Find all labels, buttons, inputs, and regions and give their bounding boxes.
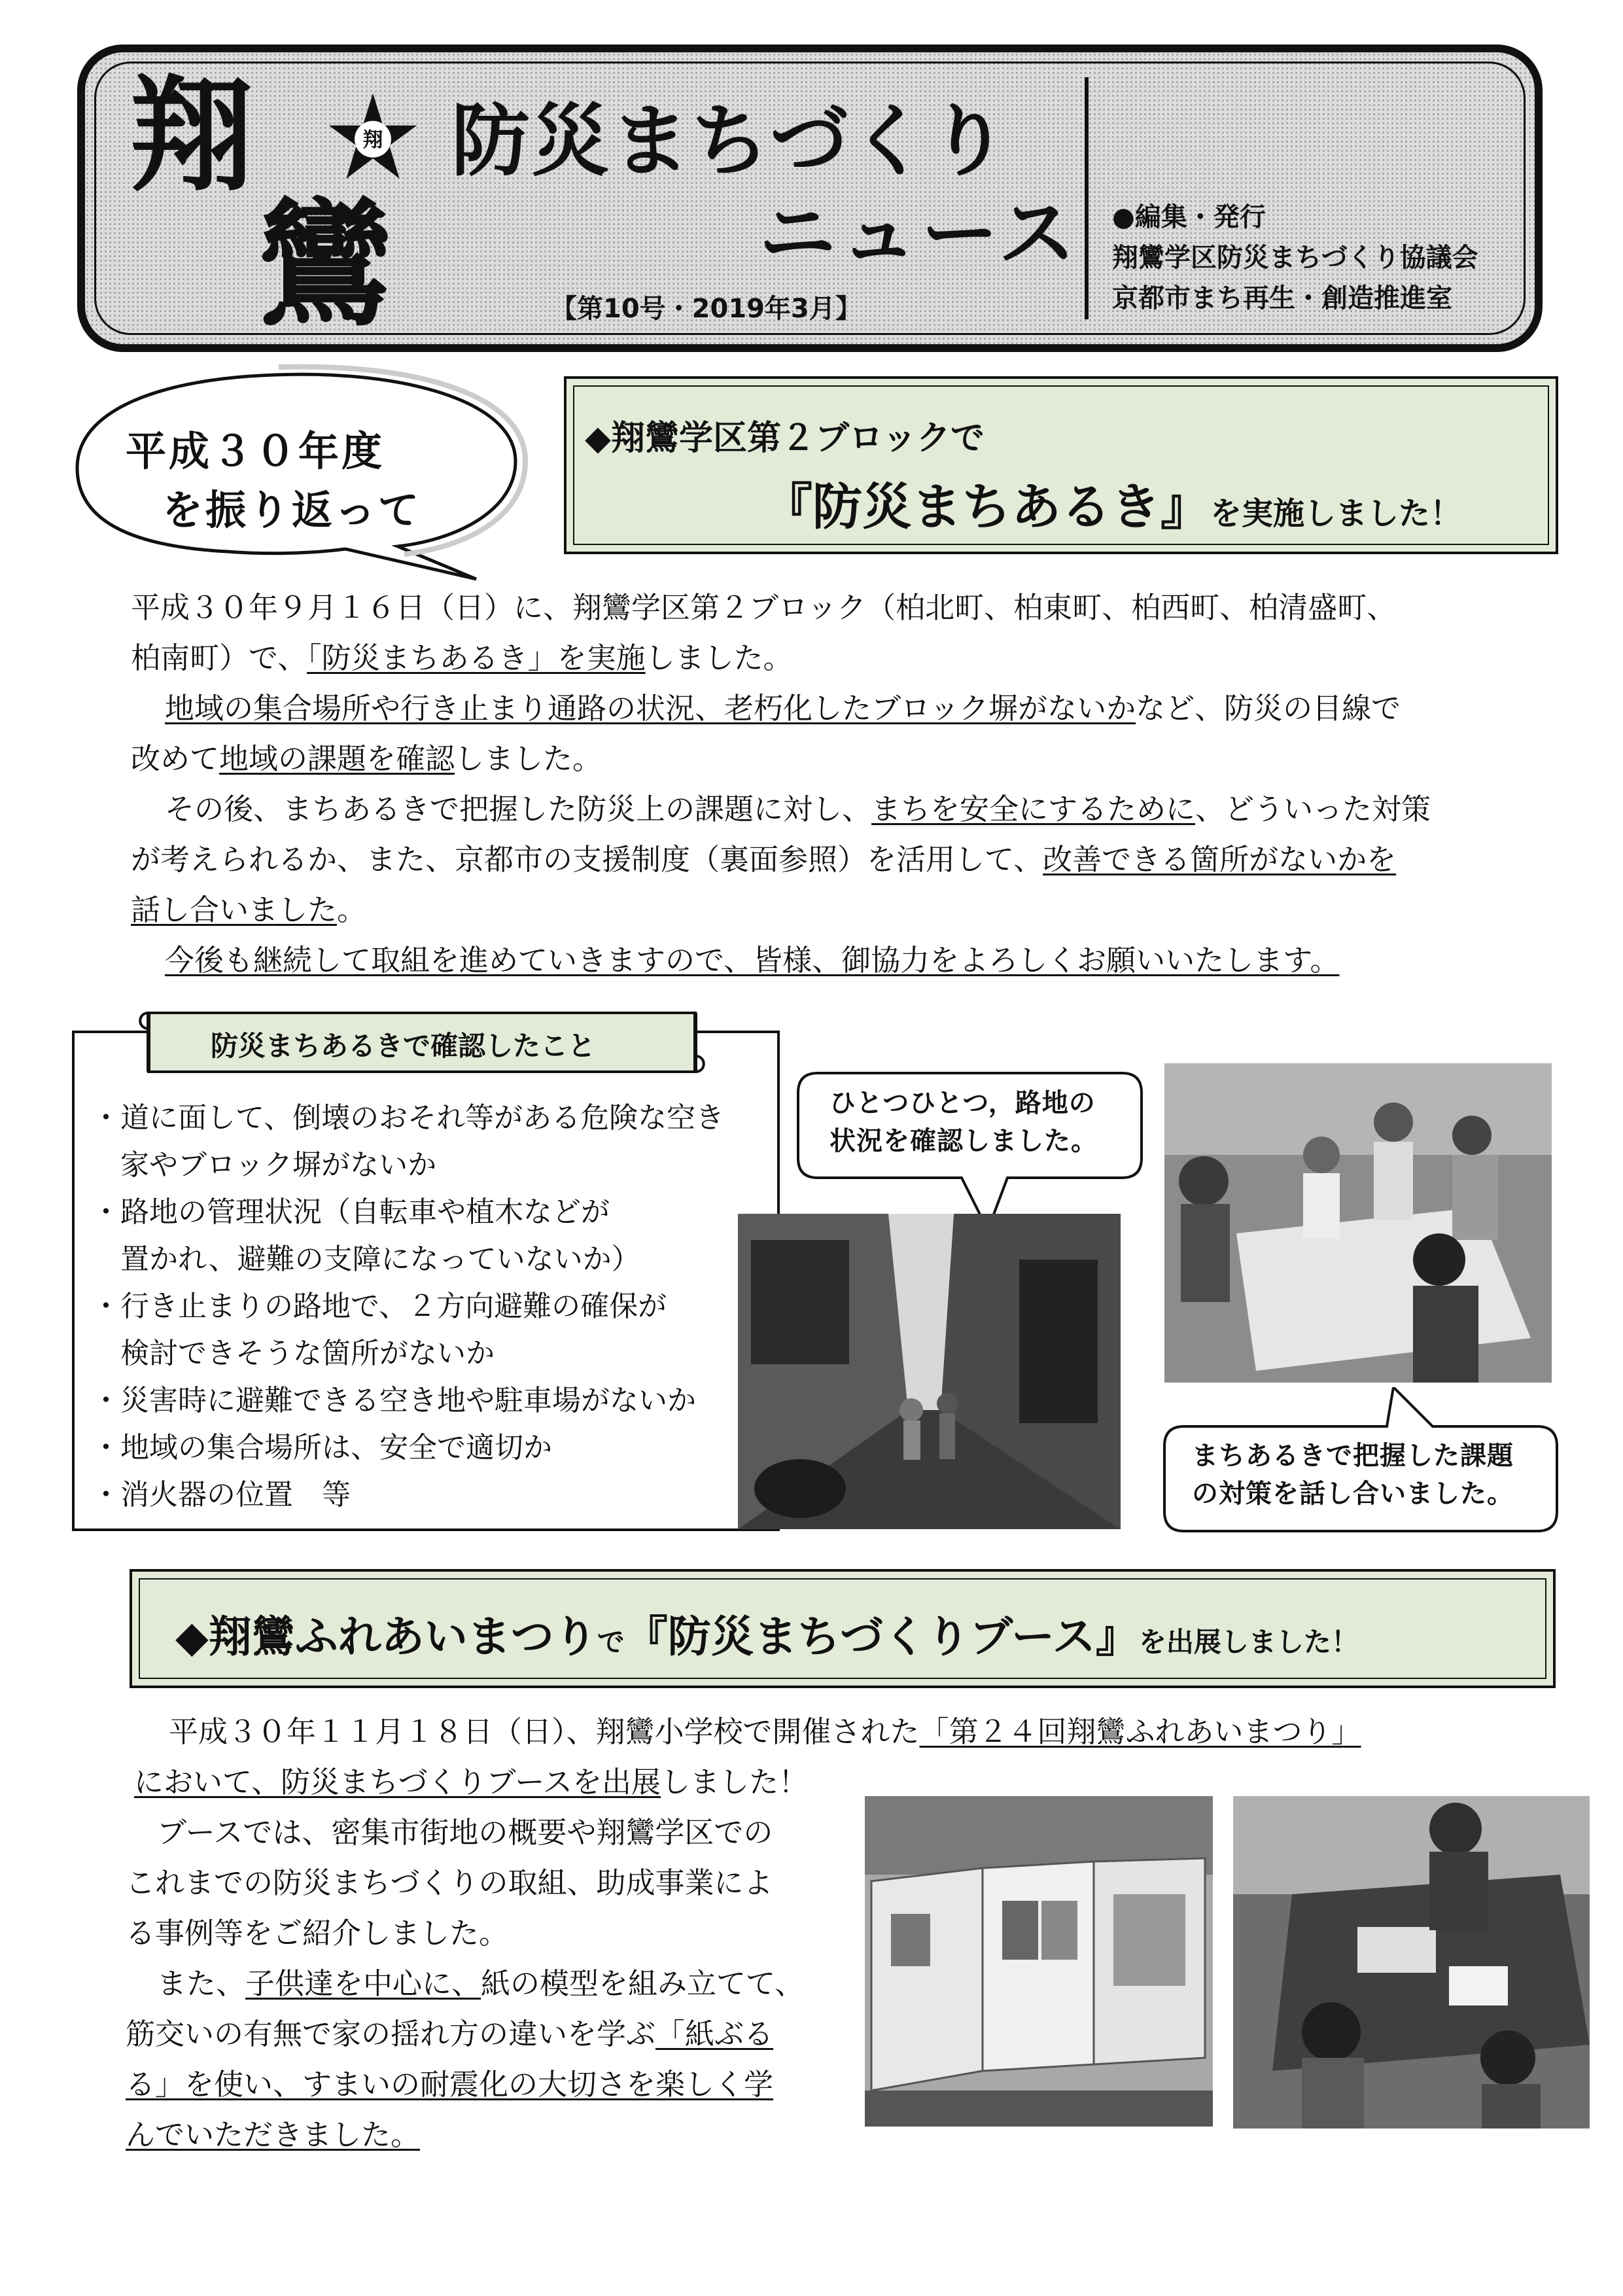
logo-emblem-text: 翔 bbox=[362, 128, 383, 152]
callout-alley-line2: 状況を確認しました。 bbox=[829, 1126, 1098, 1156]
checklist-item: ・地域の集合場所は、安全で適切か bbox=[92, 1431, 552, 1464]
photo-children-paper-model bbox=[1233, 1796, 1590, 2128]
checklist-title: 防災まちあるきで確認したこと bbox=[211, 1030, 596, 1062]
s1-line-3: 地域の集合場所や行き止まり通路の状況、老朽化したブロック塀がないかなど、防災の目線で bbox=[165, 691, 1401, 726]
s2-line-6: また、子供達を中心に、紙の模型を組み立てて、 bbox=[157, 1966, 805, 2001]
callout-meeting-line2: の対策を話し合いました。 bbox=[1192, 1479, 1514, 1509]
callout-alley-line1: ひとつひとつ，路地の bbox=[829, 1088, 1096, 1118]
s2-line-7: 筋交いの有無で家の揺れ方の違いを学ぶ「紙ぶる bbox=[126, 2017, 774, 2051]
checklist-item: 家やブロック塀がないか bbox=[92, 1148, 437, 1182]
s2-line-8: る」を使い、すまいの耐震化の大切さを楽しく学 bbox=[126, 2067, 774, 2102]
section2-header-tail: を出展しました！ bbox=[1138, 1626, 1359, 1658]
section1-header-line1: ◆翔鸞学区第２ブロックで bbox=[585, 419, 985, 458]
s1-line-8: 今後も継続して取組を進めていきますので、皆様、御協力をよろしくお願いいたします。 bbox=[165, 943, 1340, 978]
logo-star-emblem bbox=[327, 92, 419, 183]
section2-header bbox=[130, 1569, 1556, 1688]
newsletter-title: 防災まちづくり bbox=[451, 96, 1009, 187]
section2-header-b: で bbox=[597, 1626, 625, 1658]
s1-line-4: 改めて地域の課題を確認しました。 bbox=[131, 741, 602, 776]
s1-emphasis-machiaruki: 「防災まちあるき」を実施 bbox=[307, 641, 646, 675]
s2-line-1: 平成３０年１１月１８日（日）、翔鸞小学校で開催された「第２４回翔鸞ふれあいまつり」 bbox=[169, 1714, 1361, 1749]
newsletter-subtitle: ニュース bbox=[759, 188, 1080, 279]
checklist-item: ・道に面して、倒壊のおそれ等がある危険な空き bbox=[92, 1101, 725, 1135]
checklist-item: 検討できそうな箇所がないか bbox=[92, 1337, 495, 1370]
photo-meeting bbox=[1164, 1063, 1552, 1383]
issue-number: 【第10号・2019年3月】 bbox=[551, 294, 862, 324]
s1-line-6: が考えられるか、また、京都市の支援制度（裏面参照）を活用して、改善できる箇所がないかを bbox=[131, 842, 1397, 877]
logo-char-1: 翔 bbox=[130, 62, 254, 208]
section1-header bbox=[564, 376, 1558, 554]
s1-line-5: その後、まちあるきで把握した防災上の課題に対し、まちを安全にするために、どういった対策 bbox=[165, 792, 1431, 826]
s1-line-1: 平成３０年９月１６日（日）に、翔鸞学区第２ブロック（柏北町、柏東町、柏西町、柏清盛町、 bbox=[131, 590, 1397, 625]
s2-line-4: これまでの防災まちづくりの取組、助成事業によ bbox=[126, 1865, 773, 1900]
publisher-name-2: 京都市まち再生・創造推進室 bbox=[1112, 283, 1452, 313]
publisher-name-1: 翔鸞学区防災まちづくり協議会 bbox=[1112, 243, 1478, 273]
photo-alley-walk bbox=[738, 1214, 1121, 1529]
masthead-divider bbox=[1085, 77, 1089, 319]
logo-char-2: 鸞 bbox=[256, 184, 394, 345]
photo-booth-panels bbox=[865, 1796, 1213, 2127]
checklist-item: ・災害時に避難できる空き地や駐車場がないか bbox=[92, 1384, 696, 1417]
checklist-item: ・消火器の位置 等 bbox=[92, 1478, 351, 1511]
bubble-line-1: 平成３０年度 bbox=[126, 427, 385, 475]
s1-line-2: 柏南町）で、「防災まちあるき」を実施しました。 bbox=[131, 641, 793, 675]
s2-line-2: において、防災まちづくりブースを出展しました！ bbox=[134, 1765, 809, 1799]
section2-header-a: ◆翔鸞ふれあいまつり bbox=[175, 1612, 597, 1662]
publisher-label: ●編集・発行 bbox=[1112, 202, 1266, 232]
section1-header-tail: を実施しました！ bbox=[1210, 495, 1462, 532]
checklist-item: ・路地の管理状況（自転車や植木などが bbox=[92, 1195, 610, 1229]
s2-line-3: ブースでは、密集市街地の概要や翔鸞学区での bbox=[157, 1815, 773, 1850]
checklist-item: ・行き止まりの路地で、２方向避難の確保が bbox=[92, 1290, 667, 1323]
s1-line-7: 話し合いました。 bbox=[131, 892, 367, 927]
section2-header-emphasis: 『防災まちづくりブース』 bbox=[624, 1612, 1139, 1662]
checklist-item: 置かれ、避難の支障になっていないか） bbox=[92, 1243, 640, 1276]
s2-line-5: る事例等をご紹介しました。 bbox=[126, 1916, 509, 1951]
s2-line-9: んでいただきました。 bbox=[126, 2117, 421, 2152]
bubble-line-2: を振り返って bbox=[162, 486, 422, 534]
callout-meeting-line1: まちあるきで把握した課題 bbox=[1192, 1441, 1514, 1471]
section1-header-emphasis: 『防災まちあるき』 bbox=[763, 478, 1210, 536]
